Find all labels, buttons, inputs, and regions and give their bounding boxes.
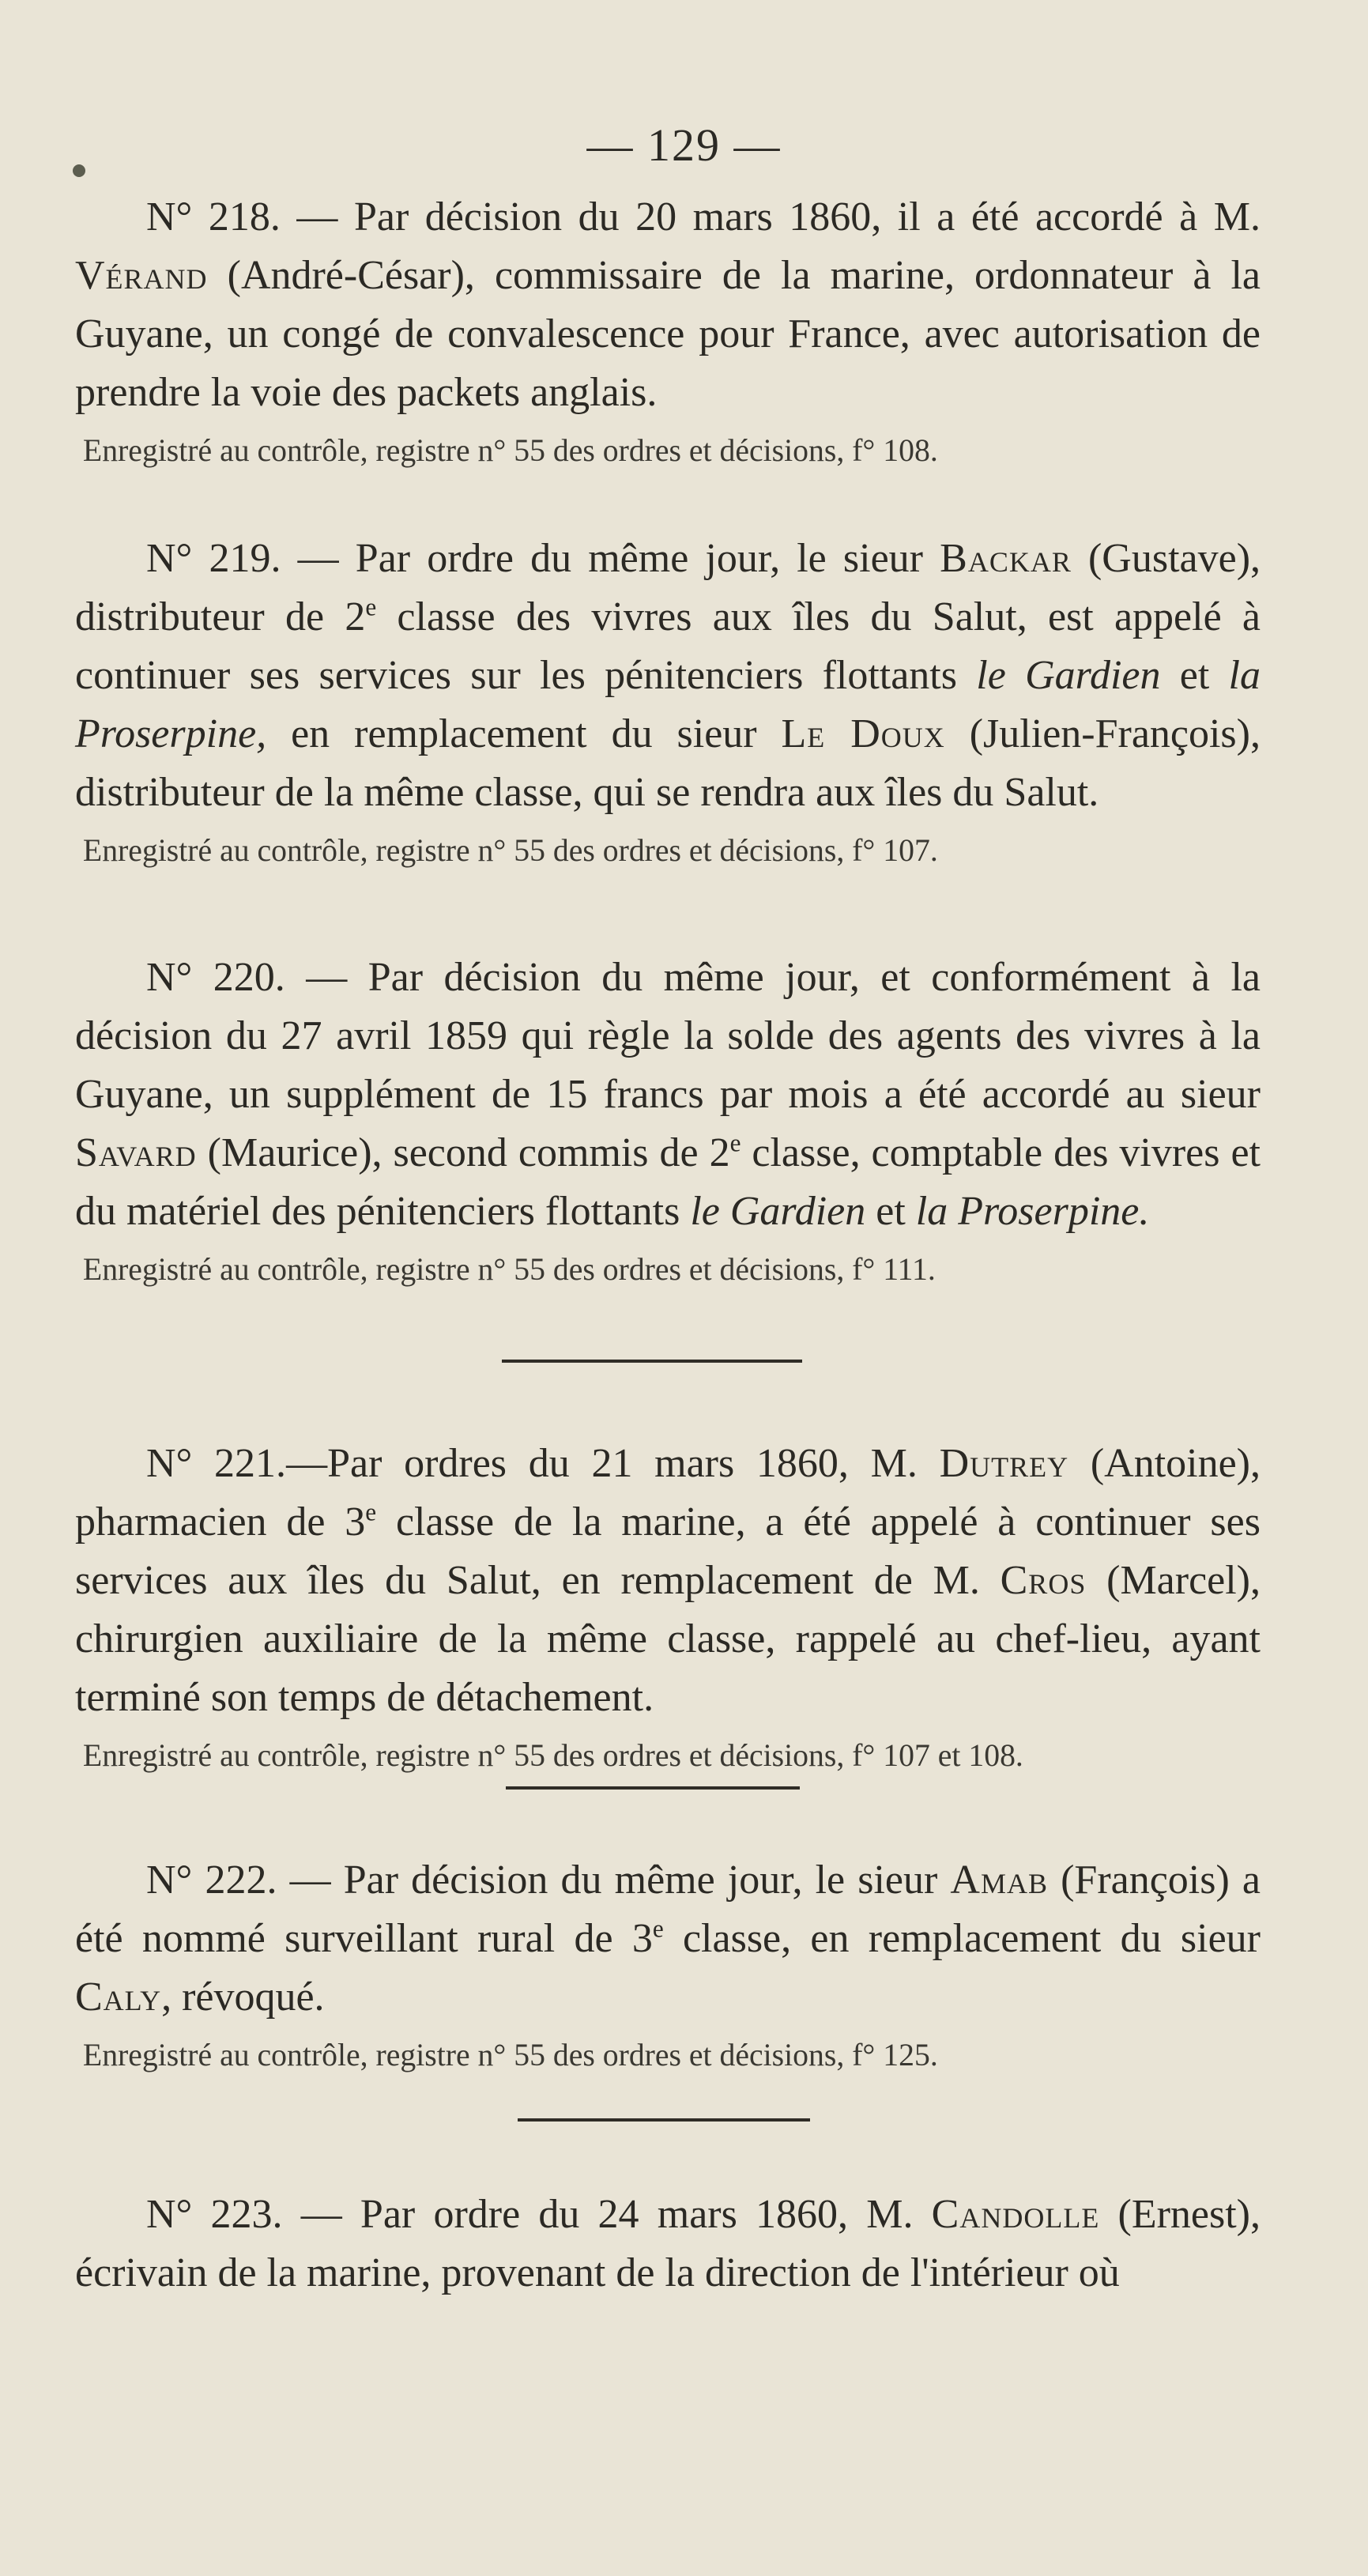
person-name: Candolle: [931, 2192, 1100, 2237]
entry-218-text: N° 218. — Par décision du 20 mars 1860, il a été accordé à M. Vérand (André-César), commissaire de la marine, ordonnateur à la Guyane, un congé de convalescence pour France, avec autorisation de prendre la voie des packets anglais.: [75, 194, 1261, 415]
entry-number: N° 219.: [146, 536, 281, 581]
entry-218: [75, 188, 1261, 474]
entry-223: [75, 2186, 1261, 2303]
entry-222: [75, 1851, 1261, 2079]
entry-221-text: N° 221.—Par ordres du 21 mars 1860, M. Dutrey (Antoine), pharmacien de 3e classe de la marine, a été appelé à continuer ses services aux îles du Salut, en remplacement de M. Cros (Marcel), chirurgien auxiliaire de la même classe, rappelé au chef-lieu, ayant terminé son temps de détachement.: [75, 1441, 1261, 1720]
registration-note: Enregistré au contrôle, registre n° 55 des ordres et décisions, f° 107 et 108.: [82, 1737, 1023, 1773]
ink-spot: [73, 164, 85, 177]
person-name: Savard: [75, 1130, 197, 1175]
person-name: Backar: [940, 536, 1072, 581]
person-name: Vérand: [75, 253, 208, 298]
separator-rule: [506, 1786, 800, 1790]
separator-rule: [502, 1360, 802, 1363]
person-name: Dutrey: [939, 1441, 1069, 1486]
page-header: — 129 —: [586, 119, 782, 171]
ship-name: le Gardien: [976, 653, 1161, 698]
entry-222-text: N° 222. — Par décision du même jour, le sieur Amab (François) a été nommé surveillant rural de 3e classe, en remplacement du sieur Caly, révoqué.: [75, 1858, 1261, 2020]
registration-note: Enregistré au contrôle, registre n° 55 des ordres et décisions, f° 111.: [82, 1251, 936, 1287]
registration-note: Enregistré au contrôle, registre n° 55 des ordres et décisions, f° 108.: [82, 432, 938, 468]
entry-219: [75, 530, 1261, 874]
registration-note: Enregistré au contrôle, registre n° 55 des ordres et décisions, f° 107.: [82, 832, 938, 868]
registration-note: Enregistré au contrôle, registre n° 55 des ordres et décisions, f° 125.: [82, 2037, 938, 2072]
person-name: Cros: [1000, 1558, 1087, 1603]
entry-number: N° 220.: [146, 955, 285, 1000]
entry-223-text: N° 223. — Par ordre du 24 mars 1860, M. Candolle (Ernest), écrivain de la marine, provenant de la direction de l'intérieur où: [75, 2192, 1261, 2295]
ship-name: la Proserpine.: [915, 1189, 1150, 1234]
ship-name: le Gardien: [690, 1189, 866, 1234]
entry-220-text: N° 220. — Par décision du même jour, et conformément à la décision du 27 avril 1859 qui règle la solde des agents des vivres à la Guyane, un supplément de 15 francs par mois a été accordé au sieur Savard (Maurice), second commis de 2e classe, comptable des vivres et du matériel des pénitenciers flottants le Gardien et la Proserpine.: [75, 955, 1261, 1234]
entry-number: N° 223.: [146, 2192, 283, 2237]
entry-number: N° 218.: [146, 194, 281, 239]
entry-219-text: N° 219. — Par ordre du même jour, le sieur Backar (Gustave), distributeur de 2e classe des vivres aux îles du Salut, est appelé à continuer ses services sur les pénitenciers flottants le Gardien et la Proserpine, en remplacement du sieur Le Doux (Julien-François), distributeur de la même classe, qui se rendra aux îles du Salut.: [75, 536, 1261, 815]
person-name: Caly: [75, 1974, 162, 2020]
entry-220: [75, 949, 1261, 1293]
entry-number: N° 221.: [146, 1441, 287, 1486]
person-name: Amab: [950, 1858, 1048, 1903]
person-name: Le Doux: [781, 711, 945, 756]
ship-name: la Proserpine,: [75, 653, 1261, 756]
separator-rule: [518, 2118, 810, 2122]
entry-221: [75, 1435, 1261, 1779]
entry-number: N° 222.: [146, 1858, 277, 1903]
